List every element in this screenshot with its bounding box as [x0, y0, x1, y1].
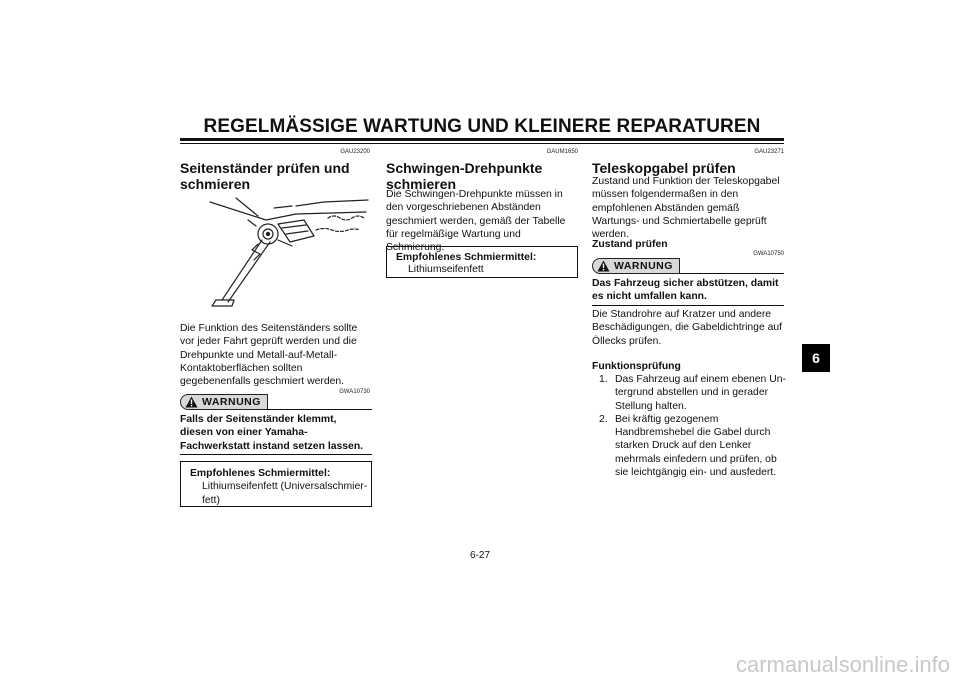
list-item — [592, 373, 786, 413]
warning-bottom-rule — [180, 454, 372, 455]
sidestand-body-text: Die Funktion des Seitenständers sollte vor jeder Fahrt geprüft werden und die Drehpunkte und Metall-auf-Metall-Kontaktoberflächen sollten gegebenenfalls geschmiert werden. — [180, 323, 358, 388]
function-check-steps — [592, 373, 786, 479]
subheading-condition: Zustand prüfen — [592, 239, 668, 250]
lubricant-box-title: Empfohlenes Schmiermittel: — [190, 468, 331, 479]
warning-label: WARNUNG — [614, 260, 673, 272]
list-item — [592, 413, 786, 479]
warning-badge — [180, 394, 268, 410]
step-number: 1. — [599, 374, 608, 385]
section-heading-sidestand: Seitenständer prüfen und schmieren — [180, 160, 350, 192]
section-heading-fork: Teleskopgabel prüfen — [592, 160, 736, 176]
lubricant-box-swingarm — [386, 246, 578, 278]
warning-badge — [592, 258, 680, 274]
warning-label: WARNUNG — [202, 396, 261, 408]
warning-text-sidestand: Falls der Seitenständer klemmt, diesen von einer Yamaha-Fachwerkstatt instand setzen lassen. — [180, 414, 364, 452]
watermark: carmanualsonline.info — [735, 652, 950, 677]
fork-intro-text: Zustand und Funktion der Teleskopgabel müssen folgendermaßen in den empfohlenen Abständen gemäß Wartungs- und Schmiertabelle geprüft werden. — [592, 176, 780, 241]
lubricant-box-value: Lithiumseifenfett (Universalschmierfett) — [202, 481, 368, 506]
page-header-title: REGELMÄSSIGE WARTUNG UND KLEINERE REPARATUREN — [203, 116, 761, 137]
swingarm-body-text: Die Schwingen-Drehpunkte müssen in den vorgeschriebenen Abständen geschmiert werden, gemäß der Tabelle für regelmäßige Wartung und Schmierung. — [386, 189, 566, 254]
warning-code: GWA10730 — [339, 389, 370, 395]
fork-inspection-text: Die Standrohre auf Kratzer und andere Beschädigungen, die Gabeldichtringe auf Öllecks prüfen. — [592, 309, 783, 347]
lubricant-box-sidestand — [180, 461, 372, 507]
page-number: 6-27 — [469, 550, 490, 561]
lubricant-box-title: Empfohlenes Schmiermittel: — [396, 252, 537, 263]
step-text: Das Fahrzeug auf einem ebenen Untergrund abstellen und in gerader Stellung halten. — [615, 374, 786, 412]
lubricant-box-value: Lithiumseifenfett — [408, 264, 484, 276]
chapter-tab: 6 — [802, 344, 830, 372]
warning-top-rule — [268, 409, 372, 410]
step-number: 2. — [599, 413, 608, 425]
warning-triangle-icon — [185, 396, 198, 408]
warning-code: GWA10750 — [753, 251, 784, 257]
section-heading-swingarm: Schwingen-Drehpunkte schmieren — [386, 160, 543, 192]
warning-text-fork: Das Fahrzeug sicher abstützen, damit es nicht umfallen kann. — [592, 278, 779, 303]
warning-triangle-icon — [597, 260, 610, 272]
section-code: GAU23200 — [340, 149, 370, 155]
warning-bottom-rule — [592, 305, 784, 306]
section-code: GAUM1650 — [546, 149, 578, 155]
header-rule-thick — [180, 138, 784, 141]
step-text: Bei kräftig gezogenem Handbremshebel die Gabel durch starken Druck auf den Lenker mehrmals einfedern und prüfen, ob sie leichtgängig ein- und ausfedert. — [615, 413, 777, 479]
section-code: GAU23271 — [754, 149, 784, 155]
header-rule-thin — [180, 143, 784, 144]
warning-top-rule — [680, 273, 784, 274]
subheading-function-check: Funktionsprüfung — [592, 361, 681, 372]
sidestand-illustration — [196, 196, 372, 314]
